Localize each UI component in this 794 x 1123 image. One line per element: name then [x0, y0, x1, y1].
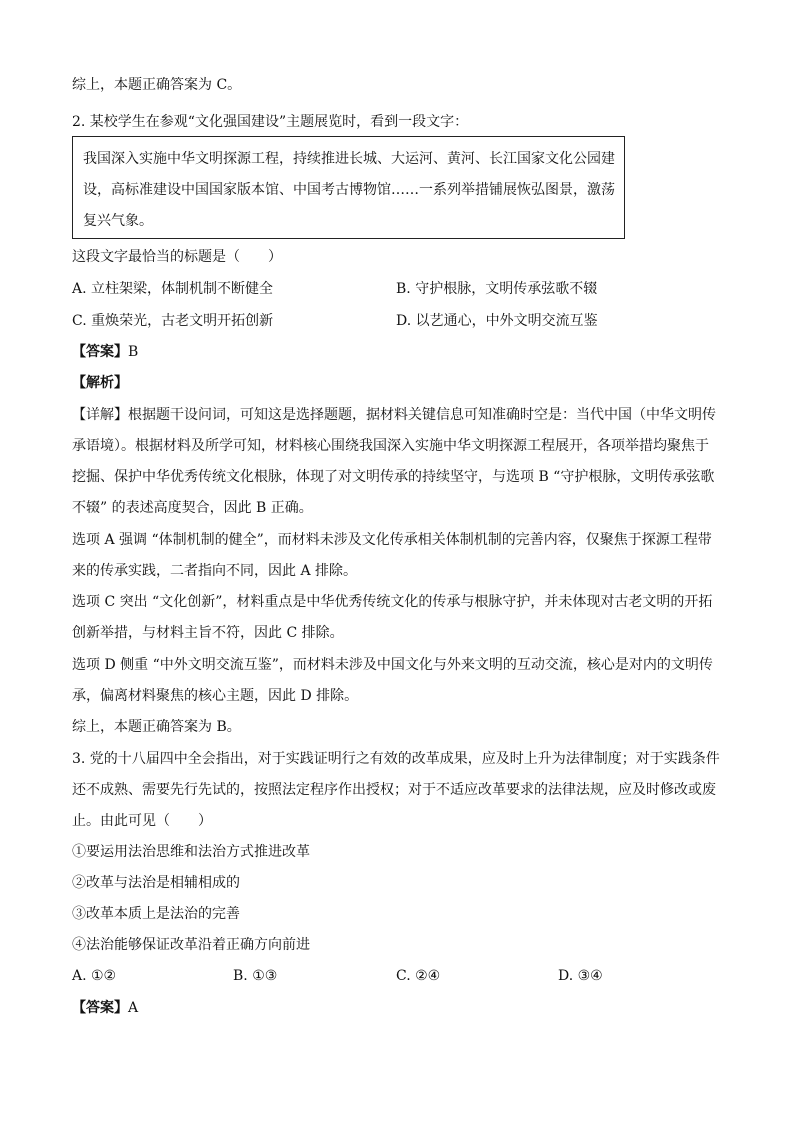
q2-detail-line: 不辍” 的表述高度契合，因此 B 正确。 — [72, 500, 313, 516]
q3-statement-2: ②改革与法治是相辅相成的 — [72, 875, 240, 891]
q2-material-line: 设，高标准建设中国国家版本馆、中国考古博物馆……一系列举措铺展恢弘图景，激荡 — [83, 182, 615, 198]
q3-statement-4: ④法治能够保证改革沿着正确方向前进 — [72, 937, 310, 953]
q3-option-d: D. ③④ — [558, 968, 603, 984]
q2-detail-line: 选项 D 侧重 “中外文明交流互鉴”，而材料未涉及中国文化与外来文明的互动交流，核心是对内的文明传 — [72, 657, 713, 673]
q2-detail-line: 承，偏离材料聚焦的核心主题，因此 D 排除。 — [72, 688, 359, 704]
answer-value: B — [128, 344, 139, 360]
q2-material-line: 复兴气象。 — [83, 213, 153, 229]
q2-detail-line: 来的传承实践，二者指向不同，因此 A 排除。 — [72, 563, 358, 579]
q3-statement-1: ①要运用法治思维和法治方式推进改革 — [72, 844, 310, 860]
q2-stem: 2. 某校学生在参观“文化强国建设”主题展览时，看到一段文字： — [72, 114, 469, 130]
top-conclusion: 综上，本题正确答案为 C。 — [72, 77, 242, 93]
q2-detail-line: 创新举措，与材料主旨不符，因此 C 排除。 — [72, 625, 344, 641]
q2-answer — [72, 342, 138, 362]
q3-stem-line: 3. 党的十八届四中全会指出，对于实践证明行之有效的改革成果，应及时上升为法律制度；对于实践条件 — [72, 751, 720, 767]
answer-label: 【答案】 — [72, 1000, 128, 1016]
q2-analysis-label: 【解析】 — [72, 375, 128, 391]
q3-stem-line: 止。由此可见（ ） — [72, 813, 212, 829]
q3-statement-3: ③改革本质上是法治的完善 — [72, 906, 240, 922]
q2-question: 这段文字最恰当的标题是（ ） — [72, 249, 282, 265]
q2-detail-line: 选项 C 突出 “文化创新”，材料重点是中华优秀传统文化的传承与根脉守护，并未体现对古老文明的开拓 — [72, 594, 713, 610]
q2-detail-line: 选项 A 强调 “体制机制的健全”，而材料未涉及文化传承相关体制机制的完善内容，仅聚焦于探源工程带 — [72, 532, 712, 548]
answer-label: 【答案】 — [72, 344, 128, 360]
q3-option-c: C. ②④ — [396, 968, 441, 984]
q2-option-c: C. 重焕荣光，古老文明开拓创新 — [72, 313, 274, 329]
q2-detail-line: 承语境）。根据材料及所学可知，材料核心围绕我国深入实施中华文明探源工程展开，各项举措均聚焦于 — [72, 438, 709, 454]
q2-option-d: D. 以艺通心，中外文明交流互鉴 — [396, 313, 598, 329]
q3-stem-line: 还不成熟、需要先行先试的，按照法定程序作出授权；对于不适应改革要求的法律法规，应及时修改或废 — [72, 782, 716, 798]
answer-value: A — [128, 1000, 139, 1016]
q2-detail-line: 【详解】根据题干设问词，可知这是选择题题，据材料关键信息可知准确时空是：当代中国（中华文明传 — [72, 407, 716, 423]
q2-detail-line: 挖掘、保护中华优秀传统文化根脉，体现了对文明传承的持续坚守，与选项 B “守护根脉，文明传承弦歌 — [72, 469, 715, 485]
q3-option-b: B. ①③ — [233, 968, 278, 984]
q2-material-box — [72, 136, 625, 239]
q2-option-b: B. 守护根脉，文明传承弦歌不辍 — [396, 281, 598, 297]
q3-answer — [72, 998, 138, 1018]
q2-option-a: A. 立柱架梁，体制机制不断健全 — [72, 281, 274, 297]
q3-option-a: A. ①② — [72, 968, 117, 984]
q2-conclusion: 综上，本题正确答案为 B。 — [72, 719, 241, 735]
q2-material-line: 我国深入实施中华文明探源工程，持续推进长城、大运河、黄河、长江国家文化公园建 — [83, 151, 615, 167]
